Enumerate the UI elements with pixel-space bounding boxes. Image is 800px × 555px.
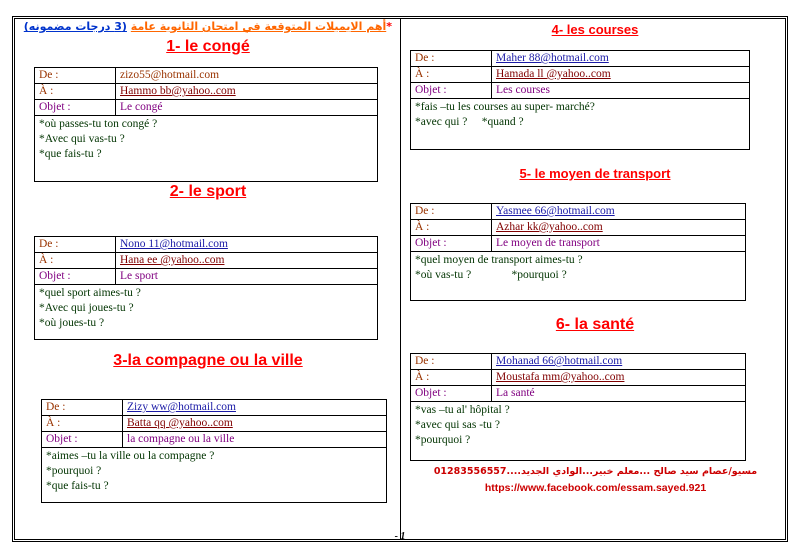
objet-label: Objet : (411, 83, 492, 99)
message-line: *où vas-tu ? *pourquoi ? (415, 269, 567, 281)
a-label: À : (411, 67, 492, 83)
section-3-title: 3-la compagne ou la ville (113, 352, 303, 369)
objet-value: Le congé (116, 100, 378, 116)
objet-label: Objet : (411, 386, 492, 402)
de-value: Mohanad 66@hotmail.com (492, 354, 746, 370)
de-value: Yasmee 66@hotmail.com (492, 204, 746, 220)
de-label: De : (35, 68, 116, 84)
a-value: Batta qq @yahoo..com (123, 416, 387, 432)
a-label: À : (411, 370, 492, 386)
message-line: *que fais-tu ? (39, 148, 102, 160)
author-credit: مسيو/عصام سيد صالح ...معلم خبير...الوادي الجديد....01283556557 (433, 466, 758, 477)
page-header (22, 20, 392, 33)
message-line: *Avec qui joues-tu ? (39, 302, 134, 314)
email-card-5 (410, 203, 746, 301)
message-body (411, 99, 749, 131)
message-line: *Avec qui vas-tu ? (39, 133, 125, 145)
section-5-title: 5- le moyen de transport (519, 166, 671, 181)
objet-value: Le moyen de transport (492, 236, 746, 252)
de-label: De : (35, 237, 116, 253)
facebook-link[interactable]: https://www.facebook.com/essam.sayed.921 (484, 482, 707, 494)
a-label: À : (411, 220, 492, 236)
objet-label: Objet : (411, 236, 492, 252)
de-label: De : (42, 400, 123, 416)
section-6-title: 6- la santé (555, 316, 635, 333)
a-value: Hamada ll @yahoo..com (492, 67, 750, 83)
column-divider (400, 19, 401, 539)
a-value: Azhar kk@yahoo..com (492, 220, 746, 236)
section-4-title: 4- les courses (551, 22, 639, 37)
de-value: Zizy ww@hotmail.com (123, 400, 387, 416)
message-body (35, 116, 377, 163)
section-2-title: 2- le sport (169, 183, 247, 200)
de-label: De : (411, 354, 492, 370)
page-number: - 1 (394, 531, 406, 542)
message-line: *où passes-tu ton congé ? (39, 118, 158, 130)
objet-label: Objet : (42, 432, 123, 448)
message-line: *avec qui sas -tu ? (415, 419, 500, 431)
message-line: *où joues-tu ? (39, 317, 105, 329)
email-card-2 (34, 236, 378, 340)
message-line: *pourquoi ? (415, 434, 471, 446)
header-note: (3 درجات مضمونه) (23, 20, 127, 33)
a-value: Hana ee @yahoo..com (116, 253, 378, 269)
objet-label: Objet : (35, 100, 116, 116)
objet-value: La santé (492, 386, 746, 402)
objet-value: Le sport (116, 269, 378, 285)
de-value: Maher 88@hotmail.com (492, 51, 750, 67)
email-card-4 (410, 50, 750, 150)
a-value: Hammo bb@yahoo..com (116, 84, 378, 100)
message-body (35, 285, 377, 332)
objet-value: la compagne ou la ville (123, 432, 387, 448)
section-1-title: 1- le congé (166, 38, 250, 55)
header-main: أهم الايميلات المتوقعة في امتحان الثانوية عامة (130, 20, 387, 33)
objet-value: Les courses (492, 83, 750, 99)
message-line: *quel moyen de transport aimes-tu ? (415, 254, 583, 266)
a-label: À : (35, 84, 116, 100)
a-label: À : (42, 416, 123, 432)
message-line: *vas –tu al' hôpital ? (415, 404, 510, 416)
header-prefix: * (386, 20, 392, 33)
a-value: Moustafa mm@yahoo..com (492, 370, 746, 386)
message-line: *aimes –tu la ville ou la compagne ? (46, 450, 215, 462)
message-body (42, 448, 386, 495)
email-card-3 (41, 399, 387, 503)
de-value: Nono 11@hotmail.com (116, 237, 378, 253)
email-card-6 (410, 353, 746, 461)
message-line: *pourquoi ? (46, 465, 102, 477)
de-label: De : (411, 51, 492, 67)
message-body (411, 402, 745, 449)
message-line: *fais –tu les courses au super- marché? (415, 101, 595, 113)
de-label: De : (411, 204, 492, 220)
message-body (411, 252, 745, 284)
message-line: *que fais-tu ? (46, 480, 109, 492)
a-label: À : (35, 253, 116, 269)
message-line: *avec qui ? *quand ? (415, 116, 524, 128)
message-line: *quel sport aimes-tu ? (39, 287, 141, 299)
de-value: zizo55@hotmail.com (116, 68, 378, 84)
objet-label: Objet : (35, 269, 116, 285)
email-card-1 (34, 67, 378, 182)
